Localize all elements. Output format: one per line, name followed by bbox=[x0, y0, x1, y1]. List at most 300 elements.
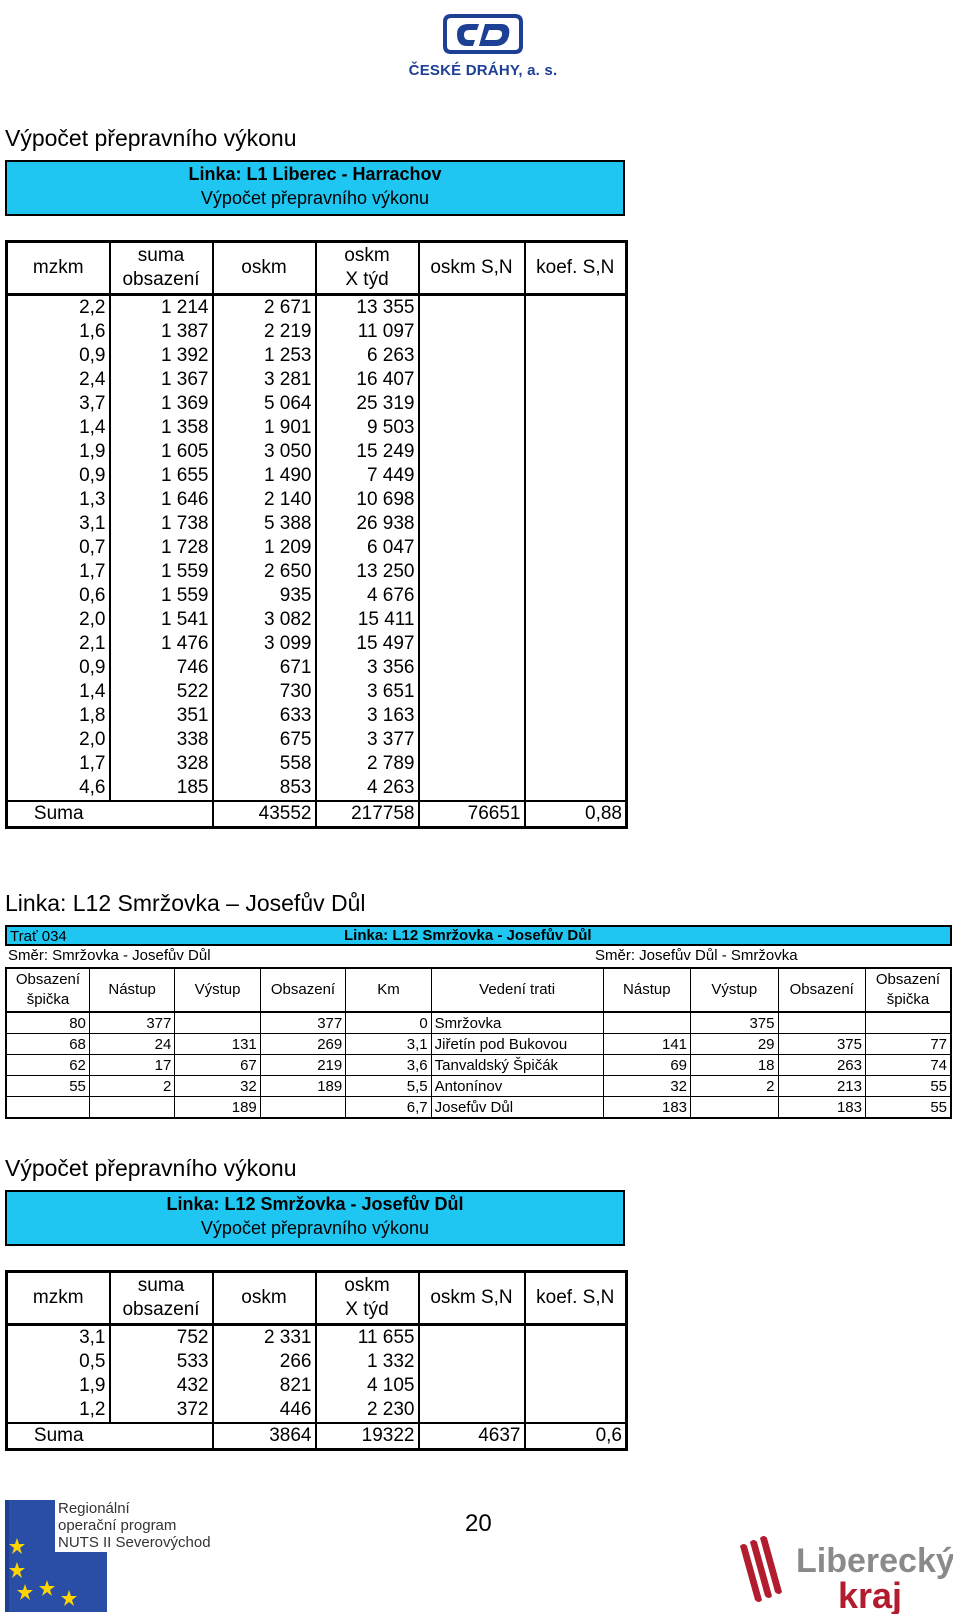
region-logo-text1: Liberecký bbox=[796, 1542, 953, 1580]
table-cell: 2 789 bbox=[316, 752, 419, 776]
table-cell: 375 bbox=[778, 1034, 865, 1055]
table-cell: 675 bbox=[213, 728, 316, 752]
table-row bbox=[7, 752, 627, 776]
table-row bbox=[7, 368, 627, 392]
table-cell: 2 671 bbox=[213, 295, 316, 321]
table-cell: 3 050 bbox=[213, 440, 316, 464]
table-cell bbox=[419, 704, 525, 728]
table-cell: 6 047 bbox=[316, 536, 419, 560]
col-oskm: oskm bbox=[213, 1272, 316, 1325]
table-cell bbox=[419, 536, 525, 560]
table-cell: 68 bbox=[6, 1034, 89, 1055]
table-cell: 0,9 bbox=[7, 344, 110, 368]
table-row bbox=[7, 488, 627, 512]
table-cell: 372 bbox=[110, 1398, 213, 1423]
table-cell: 219 bbox=[260, 1055, 345, 1076]
table-cell: 1 209 bbox=[213, 536, 316, 560]
sum-blank bbox=[110, 801, 213, 828]
col-mzkm: mzkm bbox=[7, 1272, 110, 1325]
col-vedeni-trati: Vedení trati bbox=[431, 968, 603, 1012]
table-cell bbox=[525, 752, 627, 776]
table-row bbox=[7, 608, 627, 632]
table-cell bbox=[691, 1097, 778, 1119]
table-cell: 351 bbox=[110, 704, 213, 728]
table-cell: 266 bbox=[213, 1350, 316, 1374]
table-cell: 77 bbox=[865, 1034, 951, 1055]
table-cell bbox=[419, 1398, 525, 1423]
table-cell: 29 bbox=[691, 1034, 778, 1055]
table-row bbox=[7, 440, 627, 464]
table-cell bbox=[865, 1012, 951, 1034]
col-obsazeni: Obsazení bbox=[260, 968, 345, 1012]
table-header-row bbox=[7, 242, 627, 295]
table-cell: 1 646 bbox=[110, 488, 213, 512]
table-cell: 2,2 bbox=[7, 295, 110, 321]
table-row bbox=[6, 1034, 951, 1055]
sum-oskm: 3864 bbox=[213, 1423, 316, 1450]
table-row bbox=[6, 1055, 951, 1076]
l12-table-body bbox=[6, 1012, 951, 1118]
table-cell: 13 250 bbox=[316, 560, 419, 584]
station-name: Antonínov bbox=[431, 1076, 603, 1097]
liberecky-kraj-logo bbox=[738, 1530, 953, 1614]
table-cell: 821 bbox=[213, 1374, 316, 1398]
table-cell: 2,1 bbox=[7, 632, 110, 656]
table-cell bbox=[419, 632, 525, 656]
sum-label: Suma bbox=[7, 1423, 110, 1450]
col-nastup-r: Nástup bbox=[603, 968, 690, 1012]
table-cell: 1,7 bbox=[7, 752, 110, 776]
table-cell: 4 105 bbox=[316, 1374, 419, 1398]
table-cell: 533 bbox=[110, 1350, 213, 1374]
table-cell: 32 bbox=[603, 1076, 690, 1097]
line-title-box-2 bbox=[5, 1190, 625, 1246]
table-cell: 0,9 bbox=[7, 656, 110, 680]
table-cell bbox=[525, 1350, 627, 1374]
col-suma: suma bbox=[137, 245, 185, 266]
col-oskm: oskm bbox=[213, 242, 316, 295]
col-oskm-sn: oskm S,N bbox=[419, 242, 525, 295]
table-cell bbox=[419, 1325, 525, 1351]
table-cell: 633 bbox=[213, 704, 316, 728]
table-cell: 3 281 bbox=[213, 368, 316, 392]
table-cell: 11 097 bbox=[316, 320, 419, 344]
col-mzkm: mzkm bbox=[7, 242, 110, 295]
table-cell bbox=[525, 512, 627, 536]
table-cell bbox=[419, 728, 525, 752]
table-cell: 3 651 bbox=[316, 680, 419, 704]
table-cell bbox=[419, 295, 525, 321]
table-row bbox=[7, 536, 627, 560]
table-cell: 1 605 bbox=[110, 440, 213, 464]
col-nastup: Nástup bbox=[89, 968, 174, 1012]
station-name: Josefův Důl bbox=[431, 1097, 603, 1119]
table-cell: 375 bbox=[691, 1012, 778, 1034]
table-cell bbox=[525, 368, 627, 392]
table-cell: 671 bbox=[213, 656, 316, 680]
table-cell bbox=[778, 1012, 865, 1034]
table-cell: 1,9 bbox=[7, 1374, 110, 1398]
table-cell: 5,5 bbox=[346, 1076, 431, 1097]
col-obsazeni-spicka bbox=[6, 968, 89, 1012]
table-cell: 80 bbox=[6, 1012, 89, 1034]
table-cell: 141 bbox=[603, 1034, 690, 1055]
section-title-2: Výpočet přepravního výkonu bbox=[5, 1155, 297, 1181]
table-cell: 9 503 bbox=[316, 416, 419, 440]
table-row bbox=[7, 1374, 627, 1398]
table-cell: 17 bbox=[89, 1055, 174, 1076]
col-oskm-x-tyd bbox=[316, 242, 419, 295]
table-cell: 2 650 bbox=[213, 560, 316, 584]
table-cell: 2 219 bbox=[213, 320, 316, 344]
table-cell bbox=[525, 776, 627, 801]
table-cell: 2 140 bbox=[213, 488, 316, 512]
table-cell: 1 332 bbox=[316, 1350, 419, 1374]
col-obs1: Obsazení bbox=[15, 971, 81, 988]
section-title-l12: Linka: L12 Smržovka – Josefův Důl bbox=[5, 890, 366, 916]
table-row bbox=[7, 1325, 627, 1351]
table-cell: 3,1 bbox=[7, 512, 110, 536]
table-row bbox=[7, 560, 627, 584]
table-row bbox=[7, 656, 627, 680]
table-cell: 4 676 bbox=[316, 584, 419, 608]
col-obsazeni: obsazení bbox=[122, 269, 200, 290]
trat-label: Trať 034 bbox=[10, 928, 67, 945]
table-cell bbox=[525, 416, 627, 440]
table-cell: 3,7 bbox=[7, 392, 110, 416]
col-oskm-x1: oskm bbox=[344, 245, 390, 266]
table-cell bbox=[525, 632, 627, 656]
table-header-row bbox=[7, 1272, 627, 1325]
table-row bbox=[7, 1350, 627, 1374]
table-cell: 55 bbox=[6, 1076, 89, 1097]
table-row bbox=[7, 776, 627, 801]
table-cell bbox=[260, 1097, 345, 1119]
table-cell: 3,1 bbox=[346, 1034, 431, 1055]
table-cell bbox=[525, 295, 627, 321]
calc-table-body bbox=[7, 295, 627, 802]
sum-label: Suma bbox=[7, 801, 110, 828]
table-cell: 1 392 bbox=[110, 344, 213, 368]
col-suma-obsazeni bbox=[110, 242, 213, 295]
rop-text bbox=[58, 1500, 211, 1551]
table-cell: 6,7 bbox=[346, 1097, 431, 1119]
col-oskm-sn: oskm S,N bbox=[419, 1272, 525, 1325]
table-cell: 2,4 bbox=[7, 368, 110, 392]
table-cell: 183 bbox=[778, 1097, 865, 1119]
col-obs2: špička bbox=[26, 991, 70, 1008]
table-cell: 328 bbox=[110, 752, 213, 776]
table-cell: 24 bbox=[89, 1034, 174, 1055]
table-cell: 377 bbox=[260, 1012, 345, 1034]
table-row bbox=[7, 512, 627, 536]
table-row bbox=[7, 1398, 627, 1423]
table-cell: 1 369 bbox=[110, 392, 213, 416]
table-cell: 15 249 bbox=[316, 440, 419, 464]
l12-line-label: Linka: L12 Smržovka - Josefův Důl bbox=[344, 927, 592, 944]
table-row bbox=[6, 1012, 951, 1034]
table-cell: 3 377 bbox=[316, 728, 419, 752]
table-cell: 522 bbox=[110, 680, 213, 704]
table-cell: 0,5 bbox=[7, 1350, 110, 1374]
sum-koef-sn: 0,88 bbox=[525, 801, 627, 828]
table-cell: 730 bbox=[213, 680, 316, 704]
table-cell bbox=[525, 488, 627, 512]
calc-table-body bbox=[7, 1325, 627, 1424]
table-cell bbox=[525, 440, 627, 464]
table-cell: 752 bbox=[110, 1325, 213, 1351]
table-cell: 1 367 bbox=[110, 368, 213, 392]
table-cell: 3,1 bbox=[7, 1325, 110, 1351]
line-title-box bbox=[5, 160, 625, 216]
table-cell: 13 355 bbox=[316, 295, 419, 321]
table-cell: 1 387 bbox=[110, 320, 213, 344]
table-cell: 746 bbox=[110, 656, 213, 680]
table-cell: 55 bbox=[865, 1076, 951, 1097]
table-cell bbox=[419, 416, 525, 440]
table-cell bbox=[525, 1398, 627, 1423]
table-row bbox=[7, 632, 627, 656]
table-cell bbox=[419, 368, 525, 392]
table-row bbox=[7, 584, 627, 608]
section-title: Výpočet přepravního výkonu bbox=[5, 125, 297, 151]
ceske-drahy-logo bbox=[388, 8, 578, 88]
table-cell: 0 bbox=[346, 1012, 431, 1034]
table-cell: 67 bbox=[175, 1055, 260, 1076]
col-suma: suma bbox=[137, 1275, 185, 1296]
table-cell: 1,9 bbox=[7, 440, 110, 464]
table-cell bbox=[525, 392, 627, 416]
table-cell: 2,0 bbox=[7, 728, 110, 752]
table-cell bbox=[419, 584, 525, 608]
table-cell: 6 263 bbox=[316, 344, 419, 368]
l12-table bbox=[5, 967, 952, 1119]
table-cell: 32 bbox=[175, 1076, 260, 1097]
table-cell: 213 bbox=[778, 1076, 865, 1097]
liberecky-kraj-icon bbox=[738, 1530, 953, 1614]
table-cell: 74 bbox=[865, 1055, 951, 1076]
table-cell: 25 319 bbox=[316, 392, 419, 416]
rop-line-3: NUTS II Severovýchod bbox=[58, 1534, 211, 1551]
table-cell: 18 bbox=[691, 1055, 778, 1076]
table-cell bbox=[419, 1350, 525, 1374]
table-cell: 0,9 bbox=[7, 464, 110, 488]
table-cell: 62 bbox=[6, 1055, 89, 1076]
station-name: Tanvaldský Špičák bbox=[431, 1055, 603, 1076]
table-cell: 7 449 bbox=[316, 464, 419, 488]
calc-table-2 bbox=[5, 1270, 628, 1451]
page-number: 20 bbox=[465, 1510, 492, 1537]
table-cell: 0,7 bbox=[7, 536, 110, 560]
col-koef-sn: koef. S,N bbox=[525, 1272, 627, 1325]
table-cell bbox=[525, 464, 627, 488]
table-cell bbox=[419, 776, 525, 801]
table-cell: 3,6 bbox=[346, 1055, 431, 1076]
table-cell: 2 bbox=[89, 1076, 174, 1097]
direction-left: Směr: Smržovka - Josefův Důl bbox=[8, 947, 211, 964]
col-obsazeni-spicka-r bbox=[865, 968, 951, 1012]
table-row bbox=[7, 320, 627, 344]
sum-koef-sn: 0,6 bbox=[525, 1423, 627, 1450]
line-name-2: Linka: L12 Smržovka - Josefův Důl bbox=[166, 1194, 464, 1214]
table-cell: 3 163 bbox=[316, 704, 419, 728]
table-cell: 935 bbox=[213, 584, 316, 608]
table-cell: 1 490 bbox=[213, 464, 316, 488]
table-cell: 1,6 bbox=[7, 320, 110, 344]
table-cell: 15 411 bbox=[316, 608, 419, 632]
col-vystup-r: Výstup bbox=[691, 968, 778, 1012]
table-cell: 5 064 bbox=[213, 392, 316, 416]
table-cell: 15 497 bbox=[316, 632, 419, 656]
direction-right: Směr: Josefův Důl - Smržovka bbox=[595, 947, 798, 964]
table-cell bbox=[419, 752, 525, 776]
col-suma-obsazeni bbox=[110, 1272, 213, 1325]
table-cell: 26 938 bbox=[316, 512, 419, 536]
table-cell bbox=[419, 560, 525, 584]
col-vystup: Výstup bbox=[175, 968, 260, 1012]
table-cell bbox=[419, 680, 525, 704]
sum-oskm-sn: 76651 bbox=[419, 801, 525, 828]
table-cell: 16 407 bbox=[316, 368, 419, 392]
table-cell: 558 bbox=[213, 752, 316, 776]
table-cell bbox=[525, 680, 627, 704]
table-cell: 1,4 bbox=[7, 416, 110, 440]
table-cell: 1 253 bbox=[213, 344, 316, 368]
table-cell: 1 559 bbox=[110, 560, 213, 584]
table-cell: 189 bbox=[175, 1097, 260, 1119]
table-cell bbox=[525, 704, 627, 728]
sum-oskm: 43552 bbox=[213, 801, 316, 828]
sum-row bbox=[7, 801, 627, 828]
table-cell: 1,8 bbox=[7, 704, 110, 728]
table-cell: 1 901 bbox=[213, 416, 316, 440]
table-cell bbox=[525, 344, 627, 368]
table-cell bbox=[419, 440, 525, 464]
table-cell bbox=[419, 488, 525, 512]
table-row bbox=[6, 1097, 951, 1119]
col-km: Km bbox=[346, 968, 431, 1012]
table-cell: 0,6 bbox=[7, 584, 110, 608]
table-cell: 1,7 bbox=[7, 560, 110, 584]
table-row bbox=[7, 344, 627, 368]
region-logo-text2: kraj bbox=[838, 1575, 903, 1614]
table-cell bbox=[419, 608, 525, 632]
table-cell: 3 082 bbox=[213, 608, 316, 632]
col-obsazeni-r: Obsazení bbox=[778, 968, 865, 1012]
table-cell bbox=[89, 1097, 174, 1119]
table-cell: 1 728 bbox=[110, 536, 213, 560]
table-header-row bbox=[6, 968, 951, 1012]
table-cell bbox=[525, 1374, 627, 1398]
table-cell: 189 bbox=[260, 1076, 345, 1097]
table-cell: 1 214 bbox=[110, 295, 213, 321]
table-cell bbox=[603, 1012, 690, 1034]
table-cell bbox=[419, 464, 525, 488]
table-cell bbox=[419, 512, 525, 536]
table-cell: 1 476 bbox=[110, 632, 213, 656]
table-cell bbox=[525, 560, 627, 584]
table-cell: 3 356 bbox=[316, 656, 419, 680]
table-cell: 3 099 bbox=[213, 632, 316, 656]
line-subtitle-2: Výpočet přepravního výkonu bbox=[200, 1218, 430, 1238]
line-name: Linka: L1 Liberec - Harrachov bbox=[188, 164, 442, 184]
station-name: Smržovka bbox=[431, 1012, 603, 1034]
cd-emblem-icon bbox=[441, 8, 525, 60]
table-row bbox=[7, 295, 627, 321]
sum-oskm-x-tyd: 19322 bbox=[316, 1423, 419, 1450]
table-cell: 853 bbox=[213, 776, 316, 801]
col-obsazeni: obsazení bbox=[122, 1299, 200, 1320]
table-cell bbox=[419, 656, 525, 680]
table-cell: 2,0 bbox=[7, 608, 110, 632]
table-cell: 69 bbox=[603, 1055, 690, 1076]
rop-line-2: operační program bbox=[58, 1517, 177, 1534]
table-cell: 4,6 bbox=[7, 776, 110, 801]
table-cell bbox=[525, 656, 627, 680]
col-obs-r1: Obsazení bbox=[875, 971, 941, 988]
table-cell bbox=[525, 320, 627, 344]
table-cell: 377 bbox=[89, 1012, 174, 1034]
table-cell bbox=[525, 728, 627, 752]
table-cell: 1,2 bbox=[7, 1398, 110, 1423]
table-cell: 1,4 bbox=[7, 680, 110, 704]
table-row bbox=[7, 416, 627, 440]
table-cell: 183 bbox=[603, 1097, 690, 1119]
table-cell: 1 559 bbox=[110, 584, 213, 608]
table-cell: 269 bbox=[260, 1034, 345, 1055]
col-obs-r2: špička bbox=[886, 991, 930, 1008]
col-oskm-x-tyd bbox=[316, 1272, 419, 1325]
table-cell: 5 388 bbox=[213, 512, 316, 536]
station-name: Jiřetín pod Bukovou bbox=[431, 1034, 603, 1055]
sum-oskm-x-tyd: 217758 bbox=[316, 801, 419, 828]
table-row bbox=[7, 728, 627, 752]
table-cell bbox=[419, 1374, 525, 1398]
rop-line-1: Regionální bbox=[58, 1500, 130, 1517]
table-cell: 263 bbox=[778, 1055, 865, 1076]
table-cell: 338 bbox=[110, 728, 213, 752]
table-cell: 1 358 bbox=[110, 416, 213, 440]
calc-table bbox=[5, 240, 628, 829]
table-cell bbox=[525, 536, 627, 560]
table-cell: 1 738 bbox=[110, 512, 213, 536]
table-cell: 10 698 bbox=[316, 488, 419, 512]
table-cell: 1,3 bbox=[7, 488, 110, 512]
sum-row bbox=[7, 1423, 627, 1450]
company-name: ČESKÉ DRÁHY, a. s. bbox=[408, 62, 558, 79]
table-row bbox=[7, 680, 627, 704]
sum-oskm-sn: 4637 bbox=[419, 1423, 525, 1450]
table-cell bbox=[419, 392, 525, 416]
table-cell: 2 bbox=[691, 1076, 778, 1097]
col-koef-sn: koef. S,N bbox=[525, 242, 627, 295]
table-cell: 2 331 bbox=[213, 1325, 316, 1351]
l12-header-bar bbox=[5, 925, 952, 946]
table-cell bbox=[419, 320, 525, 344]
table-cell bbox=[525, 584, 627, 608]
table-cell: 131 bbox=[175, 1034, 260, 1055]
table-cell bbox=[175, 1012, 260, 1034]
table-cell: 446 bbox=[213, 1398, 316, 1423]
sum-blank bbox=[110, 1423, 213, 1450]
col-oskm-x2: X týd bbox=[345, 1299, 389, 1320]
table-cell: 2 230 bbox=[316, 1398, 419, 1423]
table-cell: 185 bbox=[110, 776, 213, 801]
table-row bbox=[7, 704, 627, 728]
line-subtitle: Výpočet přepravního výkonu bbox=[200, 188, 430, 208]
col-oskm-x2: X týd bbox=[345, 269, 389, 290]
table-cell: 11 655 bbox=[316, 1325, 419, 1351]
